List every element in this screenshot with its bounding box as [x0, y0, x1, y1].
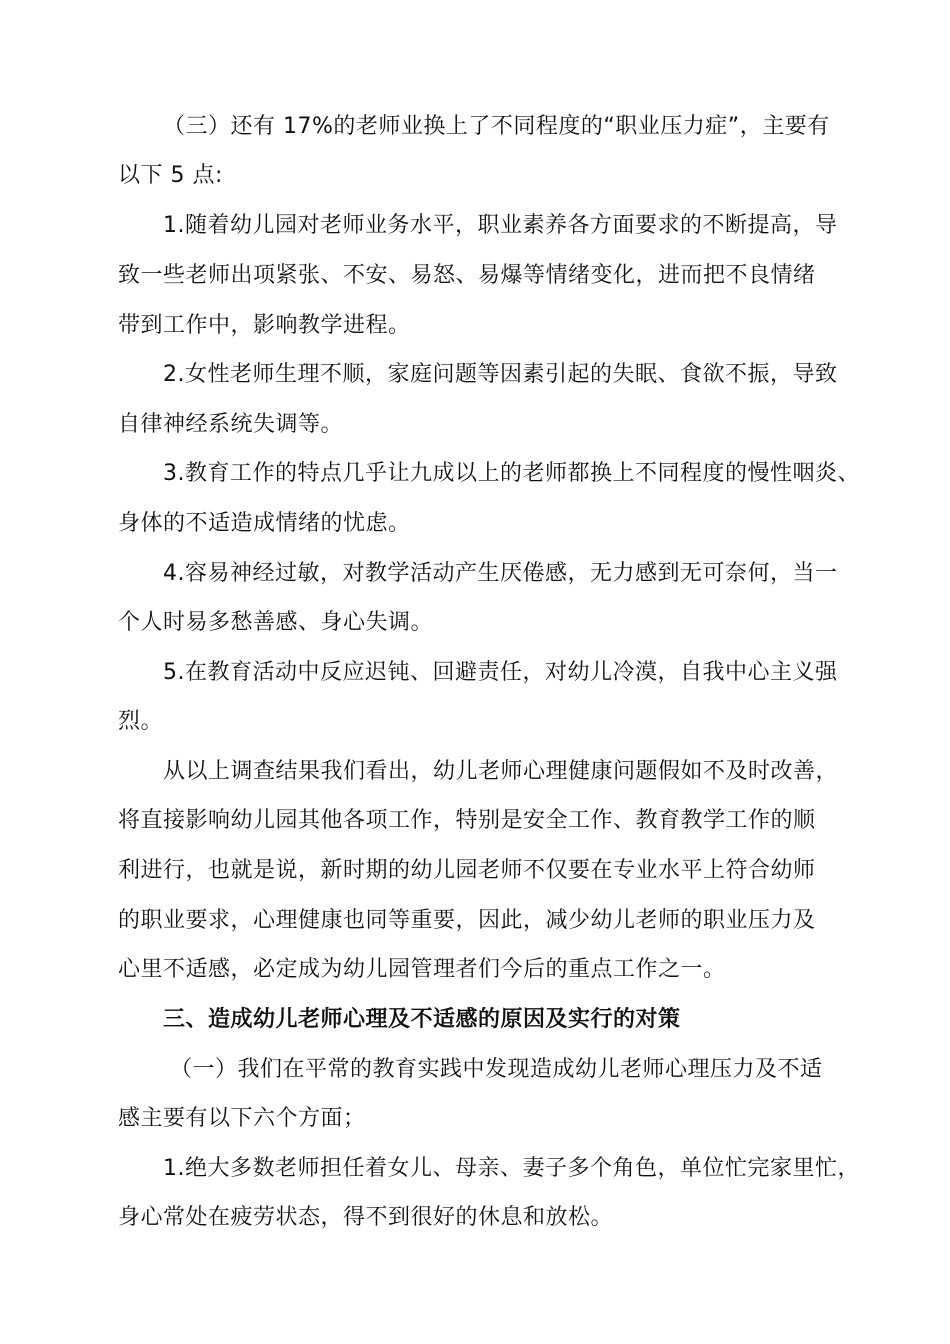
paragraph-line: 个人时易多愁善感、身心失调。 — [118, 610, 434, 635]
paragraph-line: 烈。 — [118, 709, 164, 734]
paragraph-line: （三）还有 17%的老师业换上了不同程度的“职业压力症”，主要有 — [163, 114, 830, 139]
paragraph-line: 身体的不适造成情绪的忧虑。 — [118, 511, 411, 536]
list-item-line: 5.在教育活动中反应迟钝、回避责任，对幼儿冷漠，自我中心主义强 — [163, 660, 838, 685]
list-item-line: 1.绝大多数老师担任着女儿、母亲、妻子多个角色，单位忙完家里忙， — [163, 1156, 860, 1181]
list-item-line: 1.随着幼儿园对老师业务水平，职业素养各方面要求的不断提高，导 — [163, 213, 838, 238]
paragraph-line: （一）我们在平常的教育实践中发现造成幼儿老师心理压力及不适 — [170, 1057, 823, 1082]
paragraph-line: 从以上调查结果我们看出，幼儿老师心理健康问题假如不及时改善， — [163, 759, 839, 784]
list-item-line: 4.容易神经过敏，对教学活动产生厌倦感，无力感到无可奈何，当一 — [163, 561, 838, 586]
paragraph-line: 带到工作中，影响教学进程。 — [118, 313, 411, 338]
list-item-line: 2.女性老师生理不顺，家庭问题等因素引起的失眠、食欲不振，导致 — [163, 362, 838, 387]
paragraph-line: 的职业要求，心理健康也同等重要，因此，减少幼儿老师的职业压力及 — [118, 908, 816, 933]
paragraph-line: 自律神经系统失调等。 — [118, 412, 344, 437]
section-heading: 三、造成幼儿老师心理及不适感的原因及实行的对策 — [163, 1007, 681, 1032]
paragraph-line: 以下 5 点: — [118, 163, 223, 188]
list-item-line: 3.教育工作的特点几乎让九成以上的老师都换上不同程度的慢性咽炎、 — [163, 461, 860, 486]
paragraph-line: 致一些老师出项紧张、不安、易怒、易爆等情绪变化，进而把不良情绪 — [118, 263, 816, 288]
paragraph-line: 身心常处在疲劳状态，得不到很好的休息和放松。 — [118, 1205, 614, 1230]
paragraph-line: 将直接影响幼儿园其他各项工作，特别是安全工作、教育教学工作的顺 — [118, 808, 816, 833]
paragraph-line: 感主要有以下六个方面； — [118, 1106, 366, 1131]
paragraph-line: 利进行，也就是说，新时期的幼儿园老师不仅要在专业水平上符合幼师 — [118, 858, 816, 883]
paragraph-line: 心里不适感，必定成为幼儿园管理者们今后的重点工作之一。 — [118, 957, 726, 982]
